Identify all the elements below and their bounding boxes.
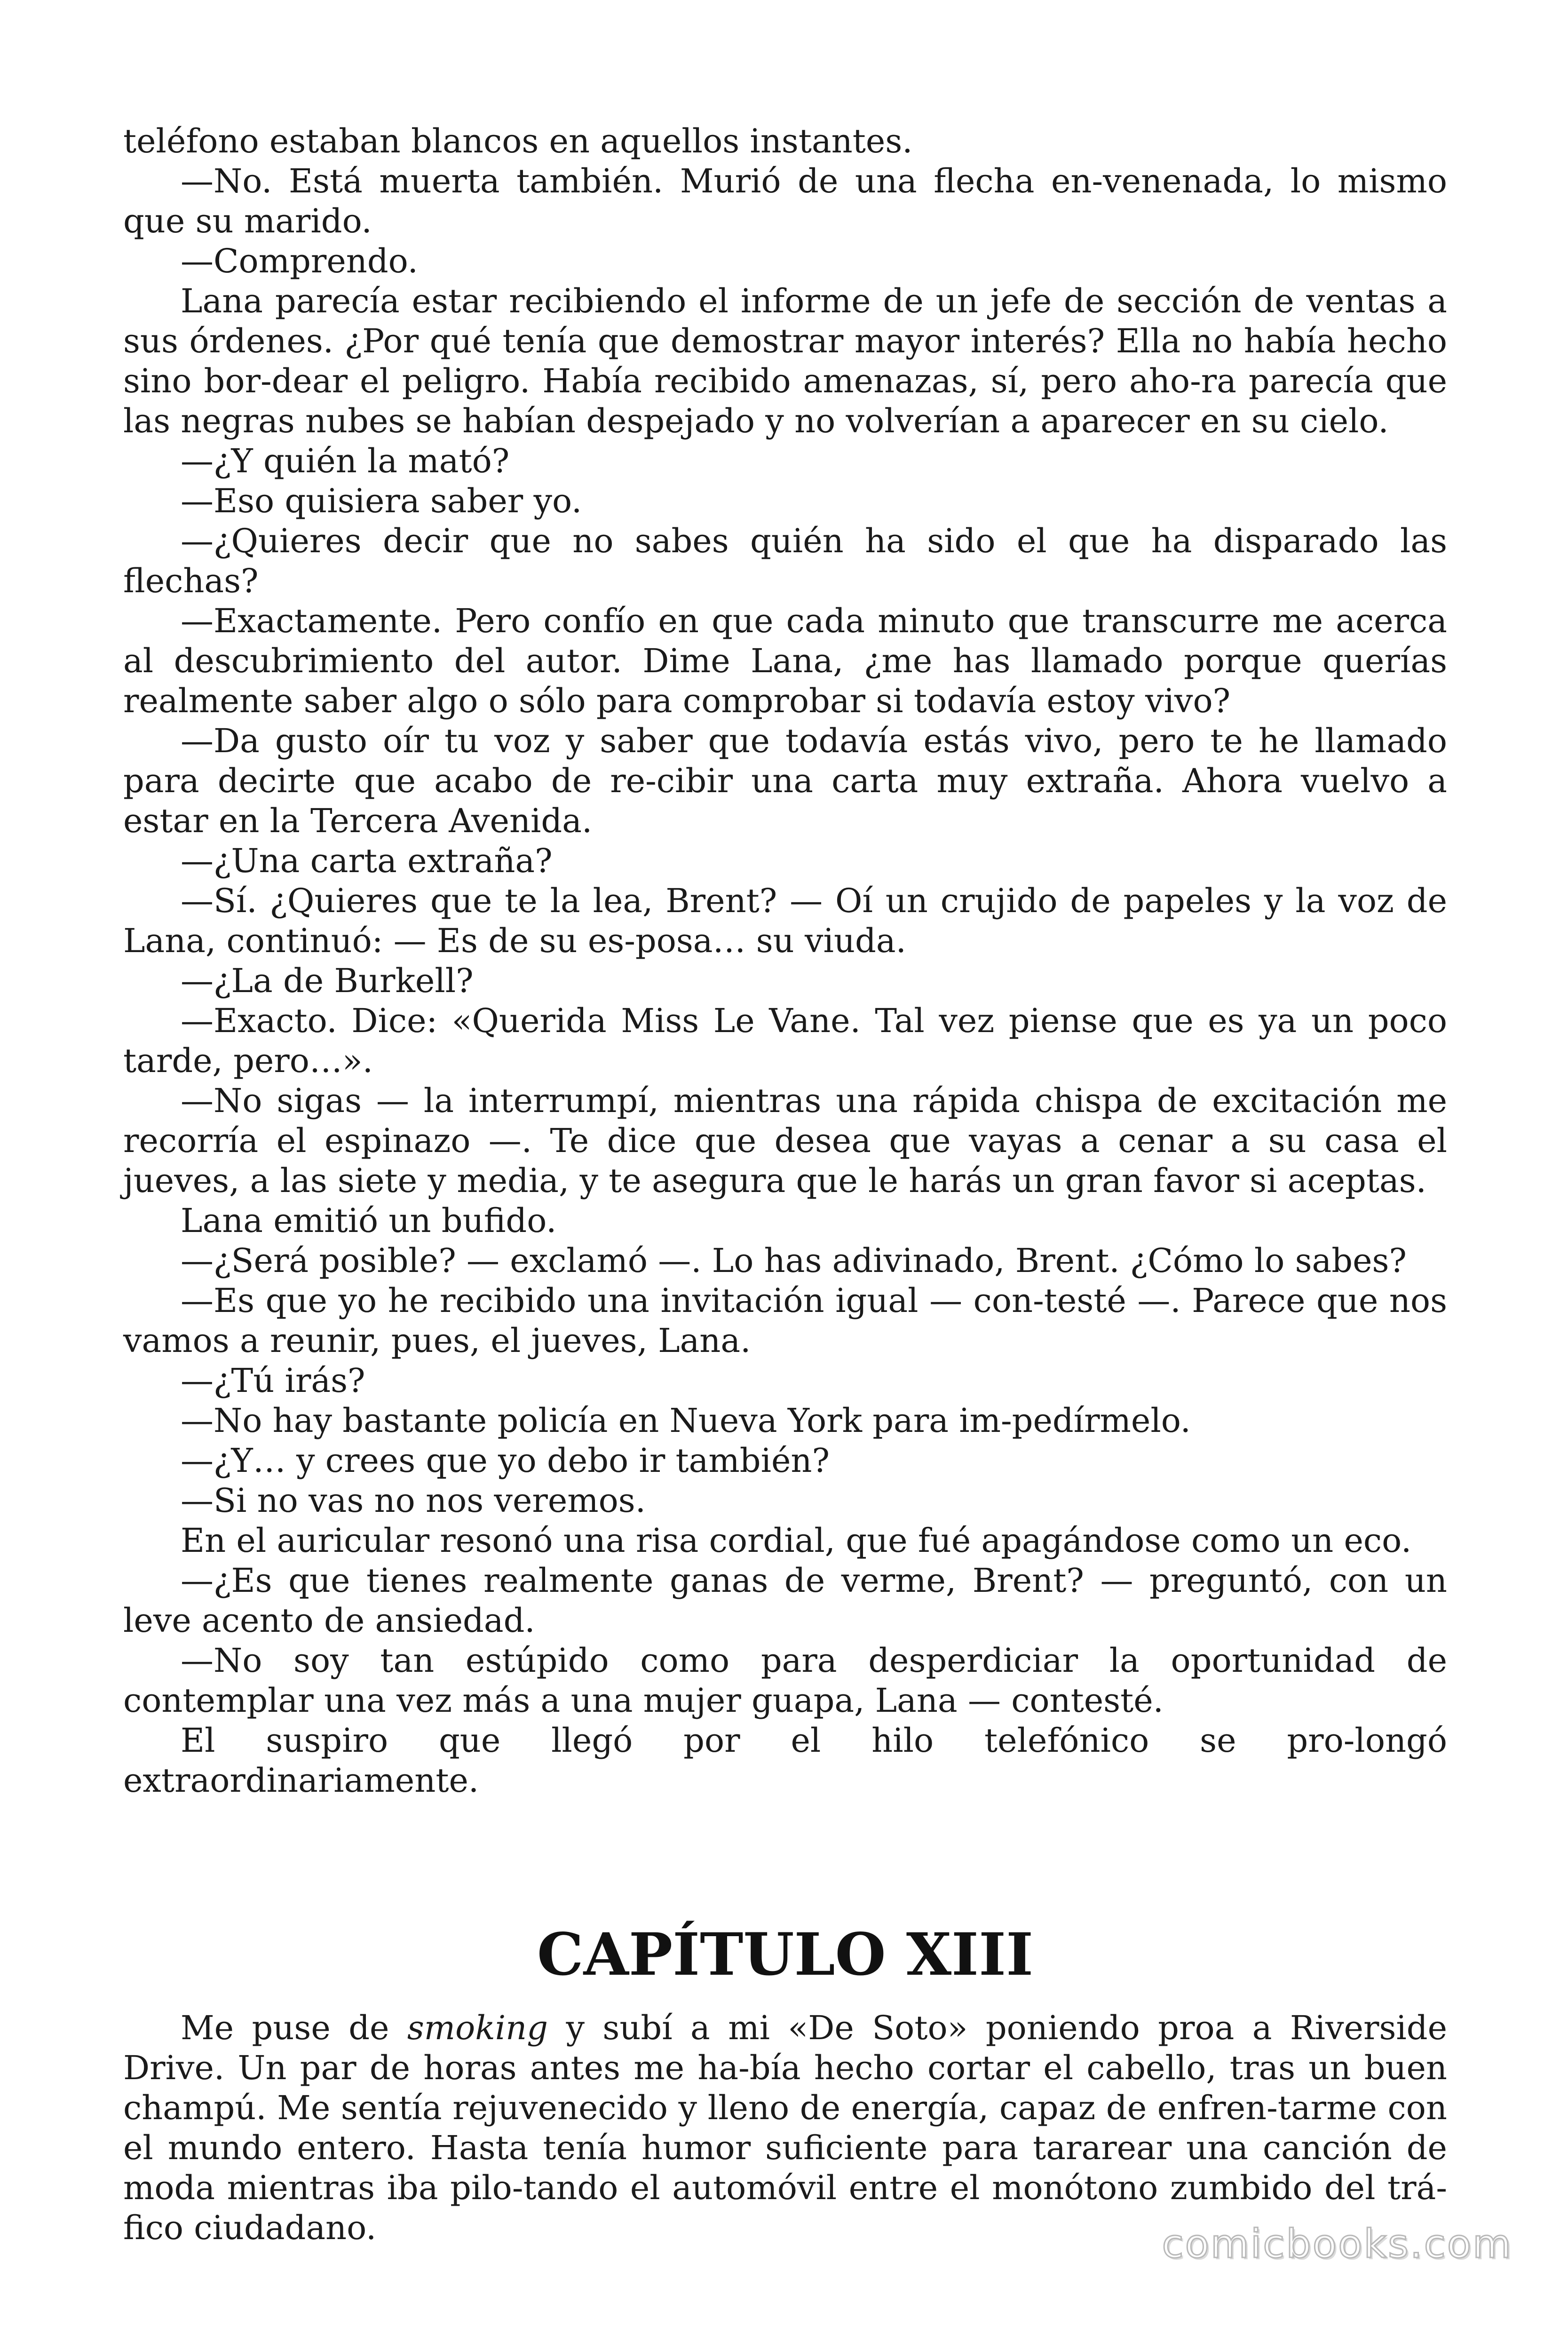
paragraph: Lana parecía estar recibiendo el informe de un jefe de sección de ventas a sus órdenes. ¿Por qué tenía que demostrar mayor interés? Ella no había hecho sino bor-dear el peligro. Había recibido amenazas, sí, pero aho-ra parecía que las negras nubes se habían despejado y no volverían a aparecer en su cielo. <box>123 282 1447 440</box>
paragraph: —Comprendo. <box>181 242 418 280</box>
paragraph: —Da gusto oír tu voz y saber que todavía estás vivo, pero te he llamado para decirte que acabo de re-cibir una carta muy extraña. Ahora vuelvo a estar en la Tercera Avenida. <box>123 722 1447 840</box>
paragraph: En el auricular resonó una risa cordial, que fué apagándose como un eco. <box>181 1521 1412 1560</box>
paragraph: —No hay bastante policía en Nueva York para im-pedírmelo. <box>181 1401 1191 1440</box>
paragraph: teléfono estaban blancos en aquellos instantes. <box>123 122 913 160</box>
paragraph: —No sigas — la interrumpí, mientras una rápida chispa de excitación me recorría el espinazo —. Te dice que desea que vayas a cenar a su casa el jueves, a las siete y media, y te asegura que le harás un gran favor si aceptas. <box>123 1081 1447 1200</box>
paragraph: El suspiro que llegó por el hilo telefónico se pro-longó extraordinariamente. <box>123 1721 1447 1800</box>
paragraph: —¿Una carta extraña? <box>181 842 553 880</box>
chapter-title: CAPÍTULO XIII <box>537 1921 1034 1989</box>
paragraph: —Es que yo he recibido una invitación igual — con-testé —. Parece que nos vamos a reunir, pues, el jueves, Lana. <box>123 1281 1447 1360</box>
paragraph: —¿Y quién la mató? <box>181 442 510 480</box>
paragraph: —No soy tan estúpido como para desperdiciar la oportunidad de contemplar una vez más a una mujer guapa, Lana — contesté. <box>123 1641 1447 1720</box>
paragraph: —Exactamente. Pero confío en que cada minuto que transcurre me acerca al descubrimiento del autor. Dime Lana, ¿me has llamado porque querías realmente saber algo o sólo para comprobar si todavía estoy vivo? <box>123 602 1447 720</box>
chapter-opening-text <box>123 2008 1447 2248</box>
paragraph: —¿Será posible? — exclamó —. Lo has adivinado, Brent. ¿Cómo lo sabes? <box>181 1241 1407 1280</box>
paragraph: —No. Está muerta también. Murió de una flecha en-venenada, lo mismo que su marido. <box>123 162 1447 240</box>
paragraph <box>123 2008 1447 2248</box>
paragraph: —¿Tú irás? <box>181 1361 365 1400</box>
paragraph: —¿Quieres decir que no sabes quién ha sido el que ha disparado las flechas? <box>123 522 1447 600</box>
paragraph: —Sí. ¿Quieres que te la lea, Brent? — Oí un crujido de papeles y la voz de Lana, continuó: — Es de su es-posa… su viuda. <box>123 882 1447 960</box>
paragraph: —Exacto. Dice: «Querida Miss Le Vane. Tal vez piense que es ya un poco tarde, pero…». <box>123 1001 1447 1080</box>
paragraph: —¿Y… y crees que yo debo ir también? <box>181 1441 830 1480</box>
paragraph: —¿La de Burkell? <box>181 961 474 1000</box>
paragraph: —¿Es que tienes realmente ganas de verme, Brent? — preguntó, con un leve acento de ansiedad. <box>123 1561 1447 1640</box>
paragraph: —Eso quisiera saber yo. <box>181 482 582 520</box>
paragraph: Lana emitió un bufido. <box>181 1201 557 1240</box>
paragraph: —Si no vas no nos veremos. <box>181 1481 646 1520</box>
italic-word: smoking <box>407 2009 548 2047</box>
dialogue-text-block <box>123 121 1447 1801</box>
watermark-logo: comicbooks.com <box>1162 2221 1513 2267</box>
paragraph-text-start: Me puse de <box>181 2009 407 2047</box>
book-page <box>123 121 1447 2248</box>
paragraph-text-rest: y subí a mi «De Soto» poniendo proa a Riverside Drive. Un par de horas antes me ha-bía hecho cortar el cabello, tras un buen champú. Me sentía rejuvenecido y lleno de energía, capaz de enfren-tarme con el mundo entero. Hasta tenía humor suficiente para tararear una canción de moda mientras iba pilo-tando el automóvil entre el monótono zumbido del trá-fico ciudadano. <box>123 2009 1447 2247</box>
